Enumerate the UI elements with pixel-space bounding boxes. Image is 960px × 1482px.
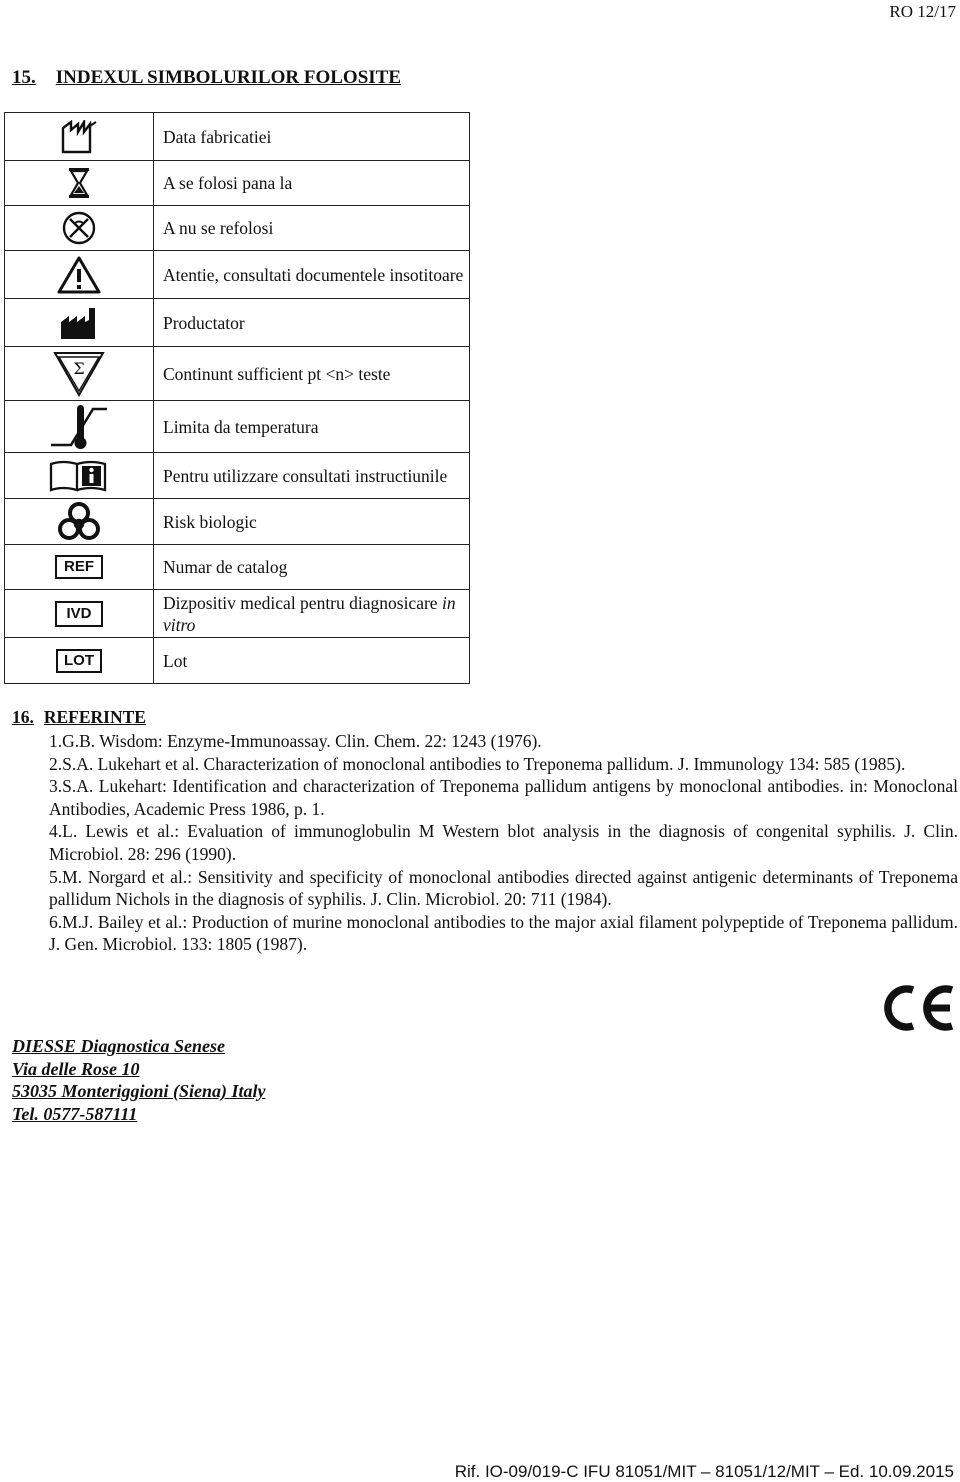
symbol-cell — [5, 453, 154, 499]
symbol-cell — [5, 299, 154, 347]
symbol-label: Data fabricatiei — [154, 113, 470, 161]
reference-item: 3.S.A. Lukehart: Identification and characterization of Treponema pallidum antigens by monoclonal antibodies. in: Monoclonal Antibodies, Academic Press 1986, p. 1. — [49, 776, 958, 819]
reference-item: 5.M. Norgard et al.: Sensitivity and specificity of monoclonal antibodies directed against antigenic determinants of Treponema pallidum Nichols in the diagnosis of syphilis. J. Clin. Microbiol. 20: 711 (1984). — [49, 866, 958, 910]
symbol-label: Risk biologic — [154, 499, 470, 545]
symbol-label: A se folosi pana la — [154, 161, 470, 206]
section-15-heading — [12, 67, 401, 89]
ivd-box-icon: IVD — [55, 601, 102, 627]
lot-box-icon: LOT — [56, 649, 102, 673]
document-footer: Rif. IO-09/019-C IFU 81051/MIT – 81051/12/MIT – Ed. 10.09.2015 — [454, 1462, 954, 1481]
symbol-row — [5, 161, 470, 206]
symbol-row — [5, 347, 470, 401]
ce-mark-logo — [880, 985, 956, 1031]
symbol-cell — [5, 251, 154, 299]
hourglass-icon — [67, 167, 91, 199]
address-city: 53035 Monteriggioni (Siena) Italy — [12, 1081, 266, 1102]
manufacturer-address — [12, 1035, 266, 1125]
instructions-book-icon — [49, 460, 109, 492]
symbol-row — [5, 499, 470, 545]
symbol-row — [5, 453, 470, 499]
address-company: DIESSE Diagnostica Senese — [12, 1036, 226, 1056]
symbol-cell — [5, 347, 154, 401]
symbol-label: Productator — [154, 299, 470, 347]
symbol-row — [5, 545, 470, 590]
reference-item: 6.M.J. Bailey et al.: Production of murine monoclonal antibodies to the major axial filament polypeptide of Treponema pallidum. J. Gen. Microbiol. 133: 1805 (1987). — [49, 911, 958, 955]
symbol-cell — [5, 638, 154, 684]
manufacture-date-icon — [60, 120, 98, 154]
symbol-row — [5, 206, 470, 251]
symbol-cell — [5, 590, 154, 638]
section-15-title: INDEXUL SIMBOLURILOR FOLOSITE — [55, 67, 401, 88]
references-list — [49, 730, 958, 956]
symbol-cell — [5, 206, 154, 251]
symbol-row — [5, 401, 470, 453]
symbol-label: Pentru utilizzare consultati instructiunile — [154, 453, 470, 499]
section-16-heading — [12, 707, 146, 728]
symbol-label-text: Dizpositiv medical pentru diagnosicare — [163, 592, 438, 613]
symbol-cell — [5, 161, 154, 206]
symbol-label: Limita da temperatura — [154, 401, 470, 453]
reference-item: 2.S.A. Lukehart et al. Characterization of monoclonal antibodies to Treponema pallidum. J. Immunology 134: 585 (1985). — [49, 753, 906, 774]
factory-icon — [59, 306, 99, 340]
symbol-label-italic: in vitro — [163, 592, 456, 635]
symbol-row — [5, 638, 470, 684]
address-phone: Tel. 0577-587111 — [12, 1103, 138, 1124]
reference-item: 1.G.B. Wisdom: Enzyme-Immunoassay. Clin. Chem. 22: 1243 (1976). — [49, 731, 542, 751]
symbol-row — [5, 251, 470, 299]
symbol-label: Atentie, consultati documentele insotitoare — [154, 251, 470, 299]
reference-item: 4.L. Lewis et al.: Evaluation of immunoglobulin M Western blot analysis in the diagnosis of congenital syphilis. J. Clin. Microbiol. 28: 296 (1990). — [49, 821, 958, 864]
section-16-number: 16. — [12, 707, 34, 727]
symbols-table — [4, 112, 470, 684]
symbol-row — [5, 299, 470, 347]
page-number: RO 12/17 — [889, 2, 956, 21]
section-15-number: 15. — [12, 67, 36, 88]
biohazard-icon — [58, 502, 100, 542]
symbol-cell — [5, 499, 154, 545]
svg-text:Σ: Σ — [73, 358, 85, 378]
symbol-label: A nu se refolosi — [154, 206, 470, 251]
do-not-reuse-icon — [61, 210, 97, 246]
sigma-triangle-icon — [52, 350, 106, 398]
address-street: Via delle Rose 10 — [12, 1058, 140, 1079]
symbol-cell — [5, 545, 154, 590]
ref-box-icon: REF — [55, 555, 103, 579]
symbol-label — [154, 590, 470, 638]
symbol-label: Continunt sufficient pt <n> teste — [154, 347, 470, 401]
symbol-row — [5, 113, 470, 161]
symbol-label: Lot — [154, 638, 470, 684]
symbol-cell — [5, 113, 154, 161]
symbol-label: Numar de catalog — [154, 545, 470, 590]
thermometer-icon — [49, 403, 109, 451]
warning-triangle-icon — [56, 255, 102, 295]
symbol-cell — [5, 401, 154, 453]
symbol-row — [5, 590, 470, 638]
section-16-title: REFERINTE — [43, 707, 146, 727]
